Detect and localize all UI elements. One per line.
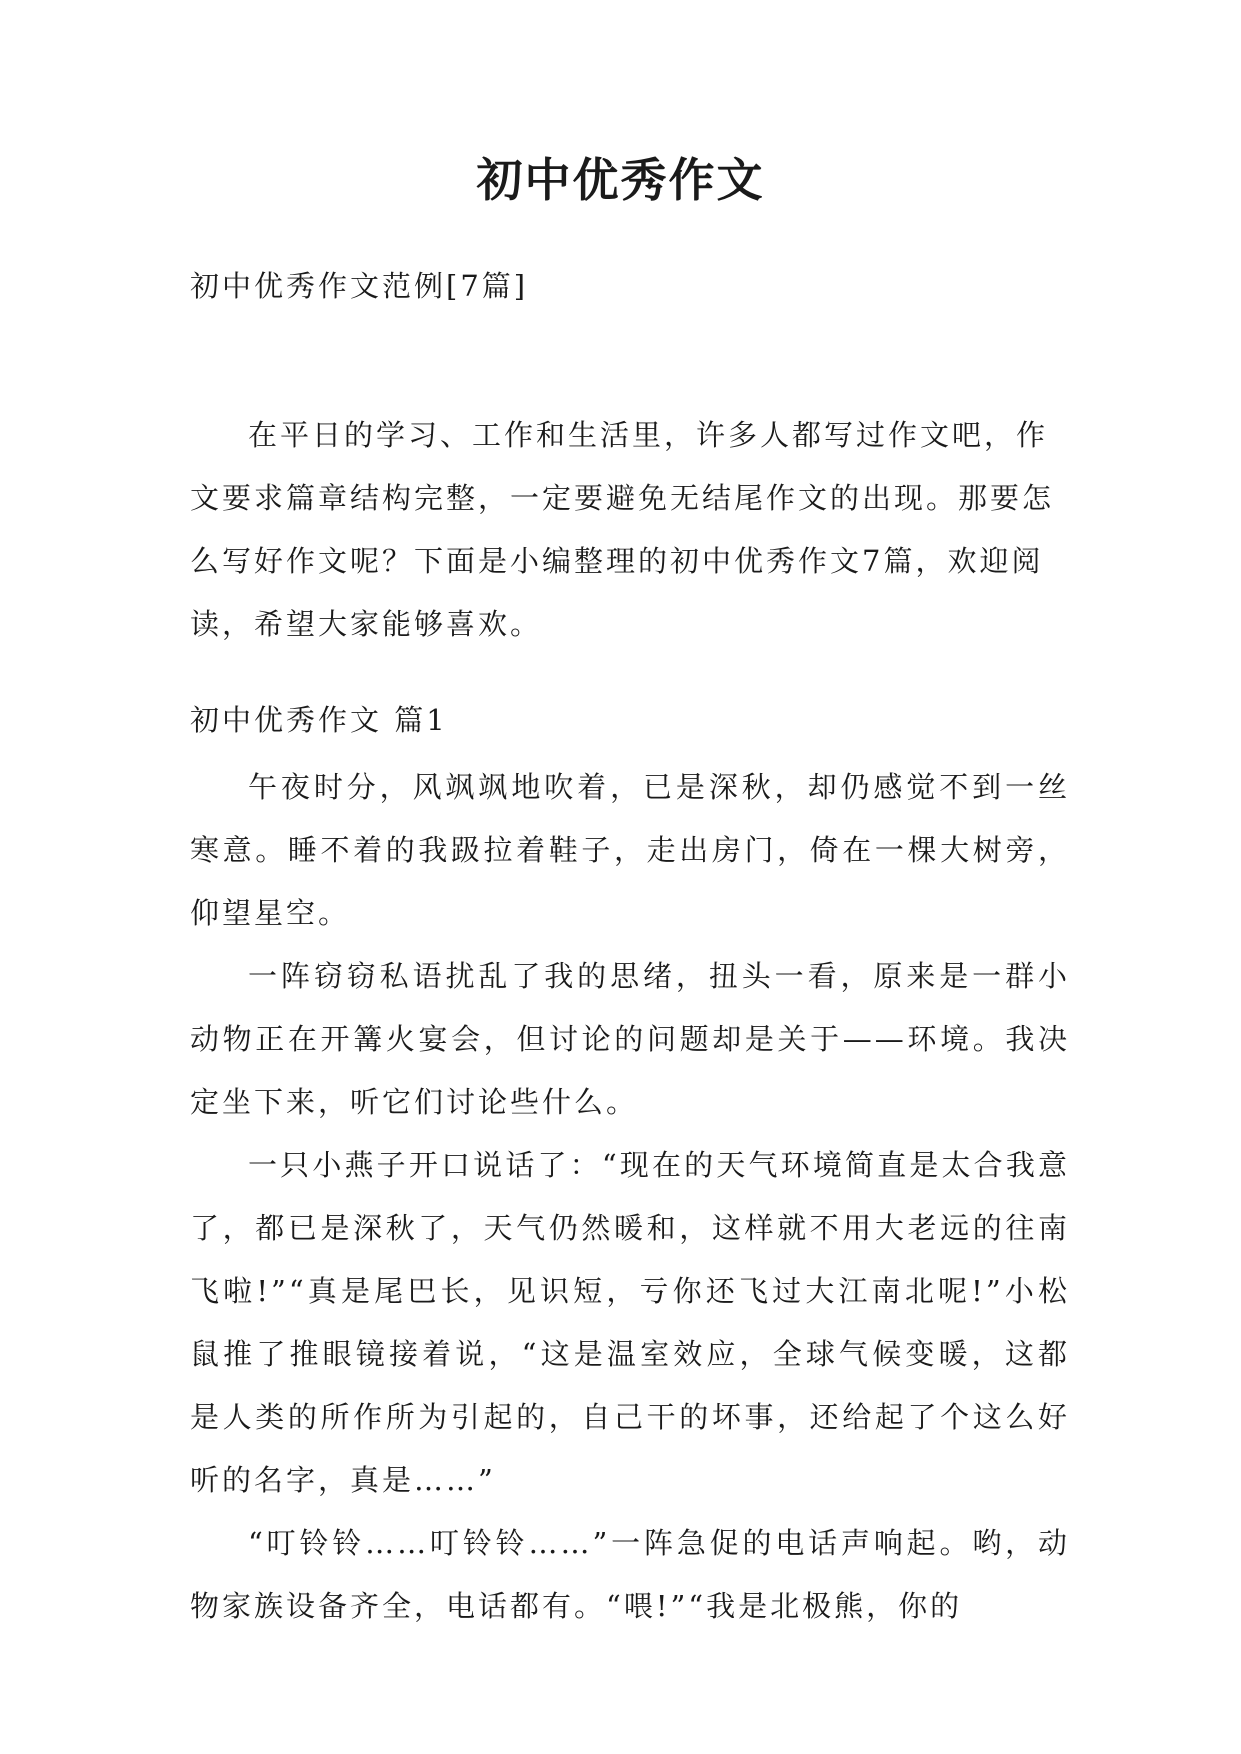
essay-paragraph: 午夜时分，风飒飒地吹着，已是深秋，却仍感觉不到一丝寒意。睡不着的我趿拉着鞋子，走出房门，倚在一棵大树旁，仰望星空。: [190, 770, 1070, 930]
intro-paragraph: 在平日的学习、工作和生活里，许多人都写过作文吧，作文要求篇章结构完整，一定要避免无结尾作文的出现。那要怎么写好作文呢？下面是小编整理的初中优秀作文7篇，欢迎阅读，希望大家能够喜欢。: [190, 418, 1055, 641]
essay-body: [190, 756, 1070, 1638]
essay-paragraph: “叮铃铃……叮铃铃……”一阵急促的电话声响起。哟，动物家族设备齐全，电话都有。“喂!”“我是北极熊，你的: [190, 1526, 1070, 1623]
section-heading: 初中优秀作文 篇1: [190, 703, 448, 737]
essay-paragraph: 一只小燕子开口说话了：“现在的天气环境简直是太合我意了，都已是深秋了，天气仍然暖和，这样就不用大老远的往南飞啦!”“真是尾巴长，见识短，亏你还飞过大江南北呢!”小松鼠推了推眼镜接着说，“这是温室效应，全球气候变暖，这都是人类的所作所为引起的，自己干的坏事，还给起了个这么好听的名字，真是……”: [190, 1148, 1070, 1497]
document-subtitle: 初中优秀作文范例[7篇]: [190, 269, 529, 303]
document-title: 初中优秀作文: [476, 153, 765, 207]
essay-paragraph: 一阵窃窃私语扰乱了我的思绪，扭头一看，原来是一群小动物正在开篝火宴会，但讨论的问题却是关于——环境。我决定坐下来，听它们讨论些什么。: [190, 959, 1070, 1119]
